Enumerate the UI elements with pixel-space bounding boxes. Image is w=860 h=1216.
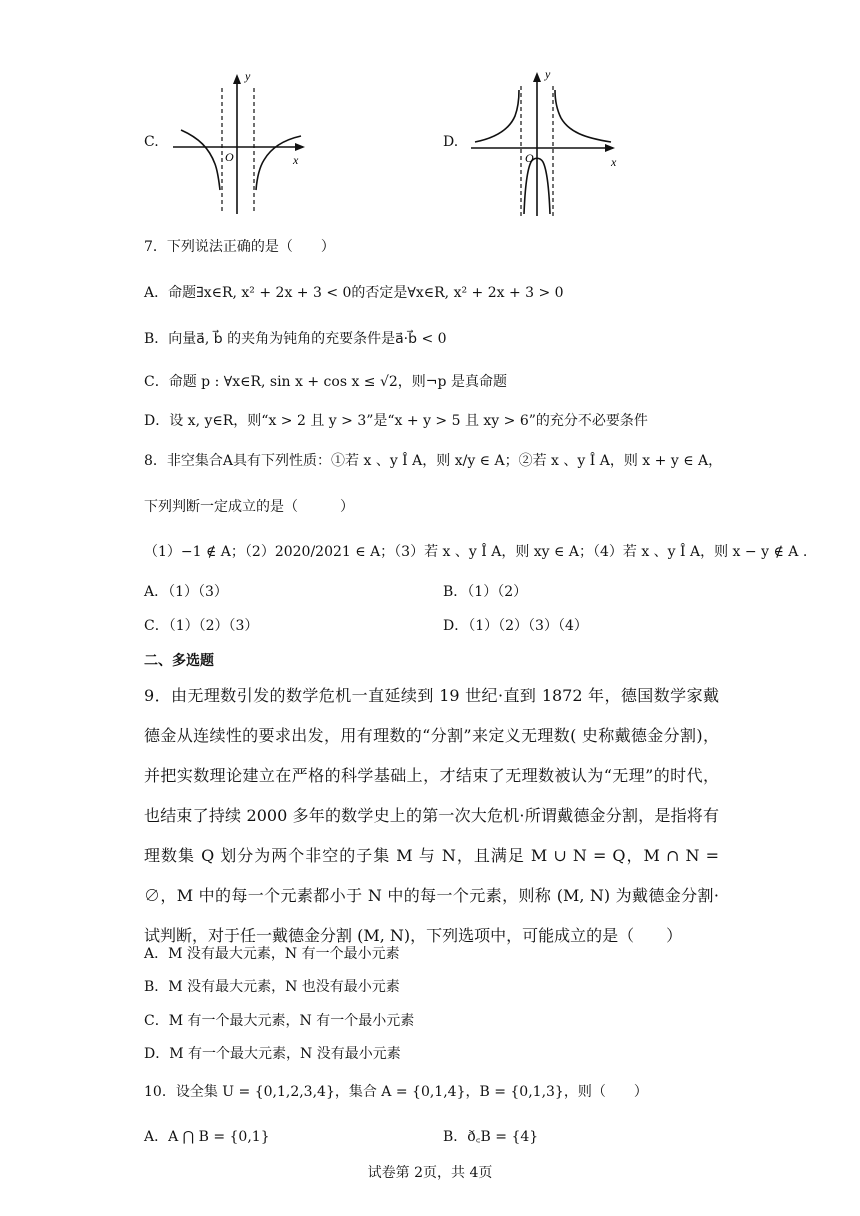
q9-option-a: A．M 没有最大元素，N 有一个最小元素 <box>144 946 400 962</box>
q7-option-a: A．命题∃x∈R, x² + 2x + 3 < 0的否定是∀x∈R, x² + 2x + 3 > 0 <box>144 285 564 301</box>
page-footer: 试卷第 2页，共 4页 <box>367 1165 493 1181</box>
axis-y-label-d: y <box>545 67 551 81</box>
origin-label-c: O <box>225 150 234 164</box>
q10-option-a: A．A ⋂ B = {0,1} <box>144 1129 270 1145</box>
q10-stem: 10．设全集 U = {0,1,2,3,4}，集合 A = {0,1,4}，B = {0,1,3}，则（ ） <box>144 1084 648 1100</box>
q8-stem-2: 下列判断一定成立的是（ ） <box>144 499 354 515</box>
q7-option-d: D．设 x, y∈R，则“x > 2 且 y > 3”是“x + y > 5 且 xy > 6”的充分不必要条件 <box>144 413 648 429</box>
q10-option-b: B．ð꜀B = {4} <box>443 1129 539 1145</box>
axis-x-label-c: x <box>293 153 299 167</box>
option-c-label: C. <box>144 134 159 150</box>
q9-option-c: C．M 有一个最大元素，N 有一个最小元素 <box>144 1013 415 1029</box>
axis-y-label-c: y <box>245 69 251 83</box>
q8-option-c: C．（1）（2）（3） <box>144 618 259 634</box>
q9-option-b: B．M 没有最大元素，N 也没有最小元素 <box>144 979 400 995</box>
section-heading-multiple-choice: 二、多选题 <box>144 653 214 669</box>
q7-option-c: C．命题 p : ∀x∈R, sin x + cos x ≤ √2，则¬p 是真命题 <box>144 374 507 390</box>
q7-stem: 7．下列说法正确的是（ ） <box>144 239 335 255</box>
q8-statements: （1）−1 ∉ A；（2）2020/2021 ∈ A；（3）若 x 、y Î A，则 xy ∈ A；（4）若 x 、y Î A，则 x − y ∉ A . <box>144 544 808 560</box>
q9-paragraph: 9．由无理数引发的数学危机一直延续到 19 世纪·直到 1872 年，德国数学家戴德金从连续性的要求出发，用有理数的“分割”来定义无理数( 史称戴德金分割)，并把实数理论建立在严格的科学基础上，才结束了无理数被认为“无理”的时代，也结束了持续 2000 多年的数学史上的第一次大危机·所谓戴德金分割，是指将有理数集 Q 划分为两个非空的子集 M 与 N，且满足 M ∪ N = Q，M ∩ N = ∅，M 中的每一个元素都小于 N 中的每一个元素，则称 (M, N) 为戴德金分割·试判断，对于任一戴德金分割 (M, N)，下列选项中，可能成立的是（ ） <box>144 686 719 945</box>
graph-option-d <box>465 66 625 221</box>
graph-option-c <box>165 68 315 218</box>
q8-stem: 8．非空集合A具有下列性质：①若 x 、y Î A，则 x/y ∈ A；②若 x 、y Î A，则 x + y ∈ A， <box>144 453 723 469</box>
axis-x-label-d: x <box>611 155 617 169</box>
q9-option-d: D．M 有一个最大元素，N 没有最小元素 <box>144 1046 401 1062</box>
q8-option-d: D．（1）（2）（3）（4） <box>443 618 588 634</box>
origin-label-d: O <box>525 151 534 165</box>
q8-option-b: B．（1）（2） <box>443 584 528 600</box>
q7-option-b: B．向量a⃗, b⃗ 的夹角为钝角的充要条件是a⃗·b⃗ < 0 <box>144 331 447 347</box>
q8-option-a: A．（1）（3） <box>144 584 228 600</box>
option-d-label: D. <box>443 134 459 150</box>
